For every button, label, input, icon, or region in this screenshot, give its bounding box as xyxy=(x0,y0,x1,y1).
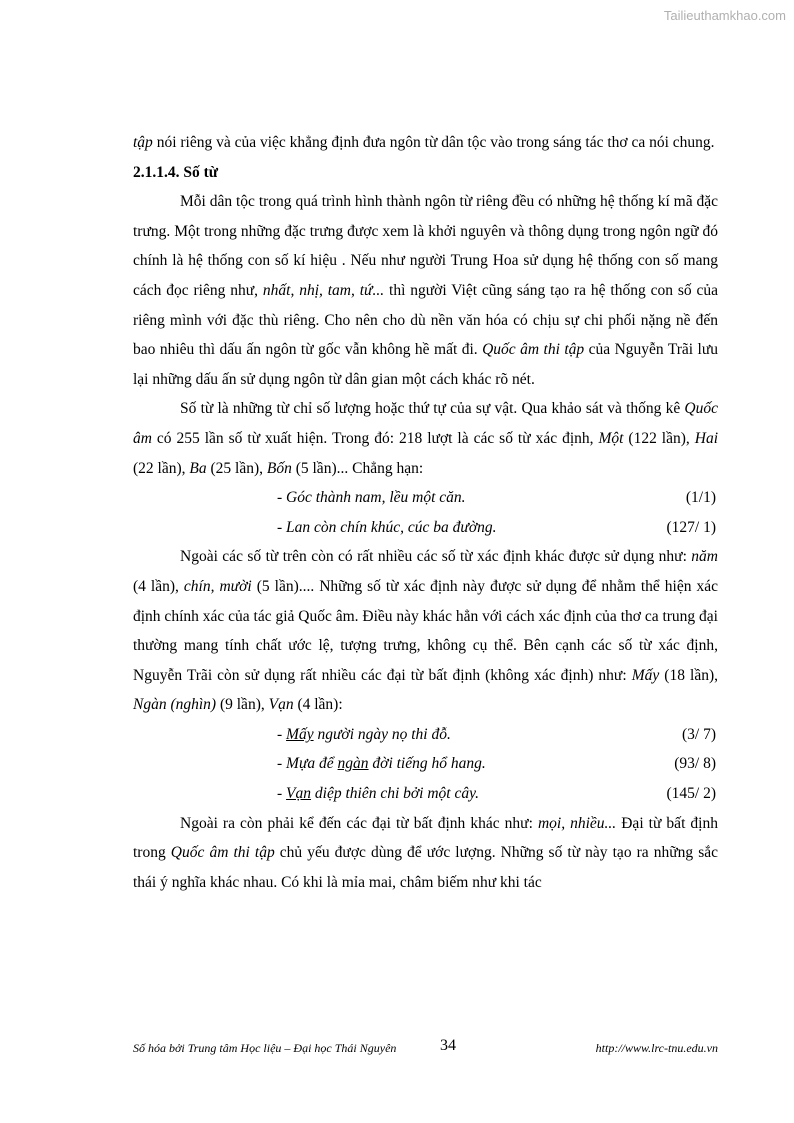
paragraph-indefinite-pronouns xyxy=(133,809,718,898)
paragraph-text: (4 lần), xyxy=(133,577,184,595)
paragraph-text: chủ yếu được dùng để ước lượng. Những số từ này tạo ra những sắc thái ý nghĩa khác nhau. Có khi là mỉa mai, châm biếm như khi tác xyxy=(133,844,719,891)
quote-dash: - xyxy=(277,755,287,773)
footer-url: http://www.lrc-tnu.edu.vn xyxy=(595,1041,718,1055)
underlined-word: Mấy xyxy=(286,725,314,743)
page-number: 34 xyxy=(440,1037,456,1054)
underlined-word: ngàn xyxy=(337,755,369,773)
emphasis-text: Mấy xyxy=(631,666,660,684)
poem-quote xyxy=(133,779,718,809)
quote-reference: (93/ 8) xyxy=(674,755,716,773)
paragraph-text: (22 lần), xyxy=(133,459,190,477)
emphasis-text: tập xyxy=(133,134,153,151)
paragraph-text: Mỗi dân tộc trong quá trình hình thành ngôn từ riêng đều có những hệ thống kí mã đặc trưng. Một trong những đặc trưng được xem là khởi nguyên và thông dụng trong ngôn ngữ đó chính là hệ thống con số kí hiệu . Nếu như người Trung Hoa sử dụng hệ thống con số mang cách đọc riêng như, xyxy=(133,193,718,299)
quote-text: đời tiếng hổ hang. xyxy=(368,755,486,773)
paragraph-text: (25 lần), xyxy=(206,459,267,477)
watermark: Tailieuthamkhao.com xyxy=(663,8,786,23)
quote-reference: (127/ 1) xyxy=(666,518,716,536)
paragraph-intro xyxy=(133,128,718,158)
quote-dash: - xyxy=(277,725,287,743)
poem-quote xyxy=(133,513,718,543)
paragraph-numeral-systems xyxy=(133,187,718,394)
document-body xyxy=(133,128,718,897)
quote-dash: - xyxy=(277,518,287,536)
emphasis-text: Hai xyxy=(694,429,718,447)
quote-text: Lan còn chín khúc, cúc ba đường. xyxy=(286,518,497,536)
paragraph-text: (9 lần), xyxy=(216,696,269,714)
emphasis-text: năm xyxy=(691,548,718,566)
poem-quote xyxy=(133,483,718,513)
book-title: Quốc âm xyxy=(133,400,718,447)
paragraph-text: (5 lần)... Chẳng hạn: xyxy=(291,459,424,477)
quote-reference: (3/ 7) xyxy=(681,725,716,743)
paragraph-numeral-stats xyxy=(133,394,718,483)
quote-text: diệp thiên chi bởi một cây. xyxy=(311,785,479,803)
quote-text: Góc thành nam, lều một căn. xyxy=(286,489,466,507)
book-title: Quốc âm thi tập xyxy=(170,844,275,862)
emphasis-text: Một xyxy=(598,429,624,447)
paragraph-text: Số từ là những từ chỉ số lượng hoặc thứ tự của sự vật. Qua khảo sát và thống kê xyxy=(180,400,685,418)
emphasis-text: Bốn xyxy=(266,459,292,477)
footer-credit: Số hóa bởi Trung tâm Học liệu – Đại học Thái Nguyên xyxy=(133,1041,397,1055)
quote-reference: (1/1) xyxy=(685,489,716,507)
emphasis-text: Ba xyxy=(189,459,207,477)
paragraph-text: thì người Việt cũng sáng tạo ra hệ thống con số của riêng mình với đặc thù riêng. Cho nên cho dù nền văn hóa có chịu sự chi phối nặng nề đến bao nhiêu thì dấu ấn ngôn từ gốc vẫn không hề mất đi. xyxy=(133,281,718,359)
emphasis-text: Vạn xyxy=(268,696,294,714)
quote-dash: - xyxy=(277,489,287,507)
quote-reference: (145/ 2) xyxy=(666,785,716,803)
poem-quote xyxy=(133,720,718,750)
emphasis-text: nhất, nhị, tam, tứ... xyxy=(262,281,385,299)
section-heading: 2.1.1.4. Số từ xyxy=(133,163,219,181)
page-footer xyxy=(133,1037,718,1061)
quote-dash: - xyxy=(277,785,287,803)
book-title: Quốc âm thi tập xyxy=(482,341,585,359)
quote-text: người ngày nọ thi đỗ. xyxy=(313,725,451,743)
paragraph-text: nói riêng và của việc khẳng định đưa ngôn từ dân tộc vào trong sáng tác thơ ca nói chung. xyxy=(152,134,715,151)
paragraph-text: (18 lần), xyxy=(659,666,718,684)
paragraph-text: (4 lần): xyxy=(293,696,343,714)
paragraph-text: Ngoài ra còn phải kể đến các đại từ bất định khác như: xyxy=(180,814,538,832)
paragraph-text: của Nguyễn Trãi lưu lại những dấu ấn sử dụng ngôn từ dân gian một cách khác rõ nét. xyxy=(133,341,718,388)
emphasis-text: mọi, nhiều... xyxy=(537,814,617,832)
emphasis-text: chín, mười xyxy=(183,577,252,595)
paragraph-text: (5 lần).... Những số từ xác định này được sử dụng để nhằm thể hiện xác định chính xác của tác giả Quốc âm. Điều này khác hẳn với cách xác định của thơ ca trung đại thường mang tính chất ước lệ, tượng trưng, không cụ thể. Bên cạnh các số từ xác định, Nguyễn Trãi còn sử dụng rất nhiều các đại từ bất định (không xác định) như: xyxy=(133,577,718,684)
paragraph-indefinite-numerals xyxy=(133,542,718,720)
quote-text: Mựa để xyxy=(286,755,338,773)
paragraph-text: Ngoài các số từ trên còn có rất nhiều các số từ xác định khác được sử dụng như: xyxy=(180,548,692,566)
paragraph-text: Đại từ bất định trong xyxy=(133,814,718,862)
paragraph-text: (122 lần), xyxy=(623,429,695,447)
underlined-word: Vạn xyxy=(286,785,312,803)
paragraph-text: có 255 lần số từ xuất hiện. Trong đó: 218 lượt là các số từ xác định, xyxy=(151,429,599,447)
poem-quote xyxy=(133,749,718,779)
emphasis-text: Ngàn (nghìn) xyxy=(133,696,217,714)
